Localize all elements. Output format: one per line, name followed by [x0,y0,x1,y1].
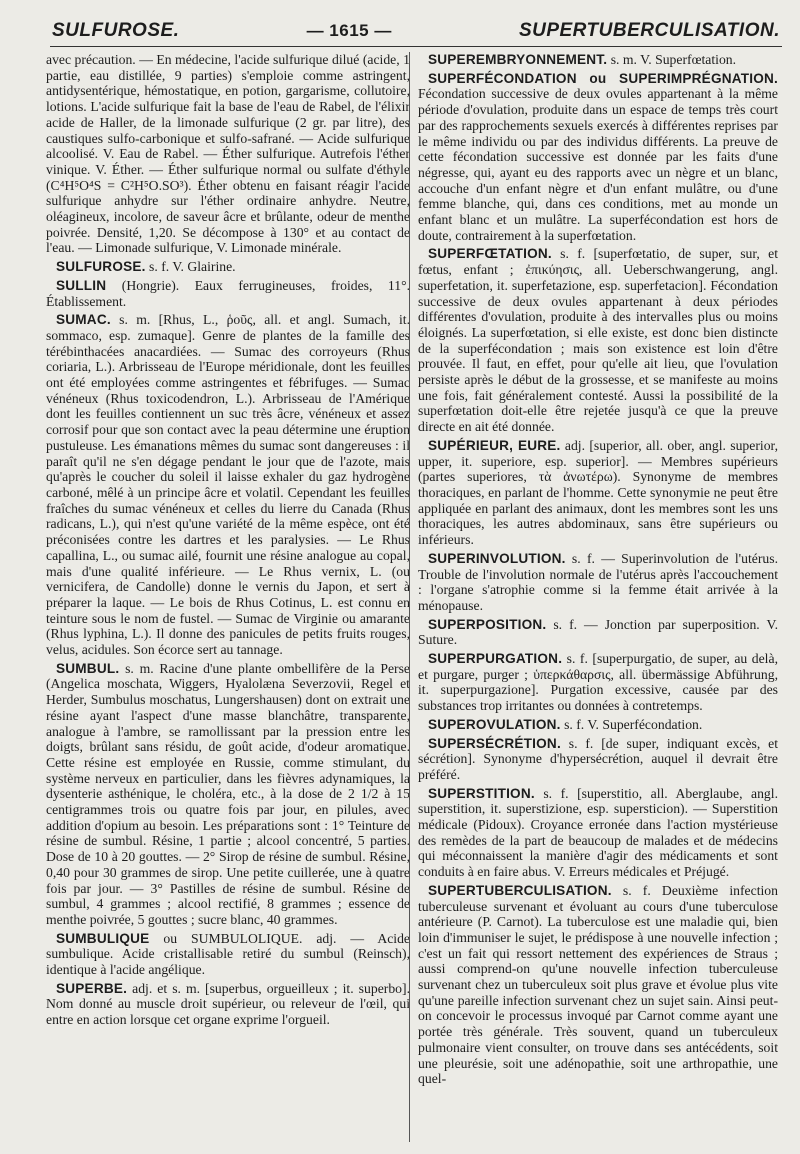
entry-text: (Hongrie). Eaux ferrugineuses, froides, 11°. Établissement. [46,277,410,309]
dictionary-entry [418,651,778,714]
entry-text: s. f. [superstitio, all. Aberglaube, angl. superstition, it. superstizione, esp. supersticion). — Superstition médicale (Pidoux). Croyance erronée dans l'action mystérieuse des remèdes de la part de beaucoup de malades et de médecins qui méconnaissent la manière d'agir des médicaments et sont conduits à en faire abus. V. Erreurs médicales et Préjugé. [418,785,778,880]
entry-headword: SUPERPURGATION. [428,651,563,667]
dictionary-entry [46,661,410,928]
entry-headword: SUPERBE. [56,980,128,996]
entry-text: adj. [superior, all. ober, angl. superior, upper, it. superiore, esp. superior]. — Membres supérieurs (partes superiores, τὰ ἀνωτέρω). Synonyme de membres thoraciques, en parlant de l'homme. Cette synonymie ne peut être appliquée en parlant des animaux, dont les membres sont les uns thoraciques, les autres abdominaux, sans être supérieurs ou inférieurs. [418,437,778,548]
header-rule [50,46,782,47]
dictionary-entry [418,438,778,548]
entry-text: s. f. — Superinvolution de l'utérus. Trouble de l'involution normale de l'utérus après l'accouchement : l'organe s'atrophie comme si la femme était arrivée à la ménopause. [418,550,778,613]
dictionary-entry [46,52,410,256]
entry-text: s. f. [de super, indiquant excès, et sécrétion]. Synonyme d'hypersécrétion, auquel il devrait être préféré. [418,735,778,782]
entry-headword: SUPERSÉCRÉTION. [428,735,561,751]
entry-headword: SUPÉRIEUR, EURE. [428,437,561,453]
dictionary-entry [418,883,778,1087]
entry-text: avec précaution. — En médecine, l'acide sulfurique dilué (acide, 1 partie, eau distillée, 9 parties) s'emploie comme astringent, antidysentérique, hémostatique, en potion, gargarisme, collutoire, lotions. L'acide sulfurique fait la base de l'eau de Rabel, de l'élixir acide de Haller, de la limonade sulfurique (2 gr. par litre), des caustiques sulfo-carbonique et sulfo-safrané. — Acide sulfurique alcoolisé. V. Eau de Rabel. — Éther sulfurique. Autrefois l'éther vinique. V. Éther. — Éther sulfurique normal ou sulfate d'éthyle (C⁴H⁵O⁴S = C²H⁵O.SO³). Éther obtenu en faisant réagir l'acide sulfurique anhydre sur l'éther ordinaire anhydre. Neutre, oléagineux, incolore, de saveur âcre et brûlante, odeur de menthe poivrée. Densité, 1,20. Se décompose à 130° et au contact de l'eau. — Limonade sulfurique, V. Limonade minérale. [46,52,410,256]
dictionary-entry [418,736,778,783]
entry-text: s. m. Racine d'une plante ombellifère de la Perse (Angelica moschata, Wiggers, Hyalolæna Severzovii, Regel et Herder, Sumbulus moschatus, Lungershausen) dont on extrait une résine ayant l'aspect d'une masse blanchâtre, transparente, analogue à l'ambre, se ramollissant par la pression entre les doigts, brûlant sans résidu, de goût acide, d'odeur aromatique. Cette résine est employée en Russie, comme stimulant, du système nerveux en particulier, dans les fièvres adynamiques, la dysenterie asthénique, le choléra, etc., à la dose de 2 1/2 à 15 centigrammes trois ou quatre fois par jour, en pilules, avec addition d'opium au besoin. Les préparations sont : 1° Teinture de résine de sumbul. Résine, 1 partie ; alcool concentré, 5 parties. Dose de 10 à 20 gouttes. — 2° Sirop de résine de sumbul. Résine, 0,40 pour 30 grammes de sirop. Une petite cuillerée, une à quatre fois par jour. — 3° Pastilles de résine de sumbul. Résine de sumbul, 4 grammes ; alcool rectifié, 8 grammes ; essence de menthe poivrée, 5 gouttes ; sucre blanc, 40 grammes. [46,660,410,927]
dictionary-entry [418,246,778,434]
dictionary-entry [46,312,410,657]
entry-headword: SUPEROVULATION. [428,716,561,732]
entry-text: s. f. [superfœtatio, de super, sur, et fœtus, enfant ; ἐπικύησις, all. Ueberschwangerung, angl. superfetation, it. superfetazione, esp. superfetacion]. Fécondation successive de deux ovules appartenant à deux périodes différentes d'ovulation, produite à des intervalles plus ou moins éloignés. La superfœtation, si elle existe, est donc bien distincte de la superfécondation ; mais son existence est loin d'être prouvée. Il faut, en effet, pour qu'elle ait lieu, que l'ovulation persiste après le début de la grossesse, et se manifeste au moins une fois, fait généralement contesté. Aussi la possibilité de la superfœtation doit-elle être rejetée jusqu'à ce que la preuve directe en ait été donnée. [418,246,778,435]
entry-text: s. f. Deuxième infection tuberculeuse survenant et évoluant au cours d'une tuberculose antérieure (P. Carnot). La tuberculose est une maladie qui, bien loin d'immuniser le sujet, le prédispose à une nouvelle infection ; c'est un fait qui ressort nettement des expériences de Straus ; aussi comprend-on qu'une nouvelle infection tuberculeuse survenant chez un tuberculeux soit plus grave et évolue plus vite qu'une pareille infection survenant chez un sujet sain. Ainsi peut-on concevoir le processus invoqué par Carnot comme ayant une portée très générale. Très souvent, quand un tuberculeux pulmonaire vient consulter, on trouve dans ses antécédents, soit une pleurésie, soit une adénopathie, soit une arthropathie, une quel- [418,882,778,1087]
entry-text: Fécondation successive de deux ovules appartenant à la même période d'ovulation, produite dans un espace de temps très court par des rapprochements sexuels exercés à différentes reprises par le même individu ou par des individus différents. La preuve de cette fécondation successive est donnée par les faits d'une négresse, qui, ayant eu des rapports avec un nègre et un blanc, accouche d'un enfant nègre et d'un enfant mulâtre, ou d'une femme blanche, qui, dans ces conditions, met au monde un enfant blanc et un mulâtre. La superfécondation est hors de doute, contrairement à la superfœtation. [418,86,778,243]
entry-text: s. f. V. Glairine. [145,259,236,275]
dictionary-entry [418,717,778,733]
header-right-title: SUPERTUBERCULISATION. [518,20,780,41]
entry-headword: SUMBUL. [56,660,120,676]
dictionary-entry [418,71,778,244]
right-column [418,52,778,1148]
entry-headword: SUPEREMBRYONNEMENT. [428,52,608,67]
entry-headword: SUPERSTITION. [428,785,535,801]
dictionary-entry [418,617,778,648]
page-number: — 1615 — [306,21,392,40]
entry-headword: SUMBULIQUE [56,930,150,946]
entry-headword: SULLIN [56,277,107,293]
dictionary-entry [46,278,410,309]
dictionary-entry [418,551,778,614]
entry-headword: SUPERINVOLUTION. [428,550,566,566]
dictionary-entry [46,931,410,978]
left-column [46,52,410,1148]
entry-headword: SUPERPOSITION. [428,616,547,632]
entry-text: s. f. [superpurgatio, de super, au delà, et purgare, purger ; ὑπερκάθαρσις, all. übermässige Abführung, it. superpurgazione]. Purgation excessive, causée par des substances trop irritantes ou données à contretemps. [418,651,778,714]
running-header [52,18,780,44]
entry-headword: SULFUROSE. [56,259,146,275]
entry-text: s. f. — Jonction par superposition. V. Suture. [418,616,778,648]
dictionary-entry [418,52,778,68]
entry-text: s. m. V. Superfœtation. [607,52,737,67]
entry-text: ou SUMBULOLIQUE. adj. — Acide sumbulique. Acide cristallisable retiré du sumbul (Reinsch), identique à l'acide angélique. [46,930,410,978]
entry-text: adj. et s. m. [superbus, orgueilleux ; it. superbo]. Nom donné au muscle droit supérieur, ou releveur de l'œil, qui entre en action lorsque cet organe exprime l'orgueil. [46,980,410,1028]
header-left-title: SULFUROSE. [52,20,180,41]
entry-headword: SUMAC. [56,312,111,328]
dictionary-entry [46,259,410,275]
dictionary-entry [418,786,778,880]
entry-text: s. m. [Rhus, L., ῥοῦς, all. et angl. Sumach, it. sommaco, esp. zumaque]. Genre de plantes de la famille des térébinthacées anacardiées. — Sumac des corroyeurs (Rhus coriaria, L.). Arbrisseau de l'Europe méridionale, dont les feuilles ont été employées comme astringentes et fébrifuges. — Sumac vénéneux (Rhus toxicodendron, L.). Arbrisseau de l'Amérique dont les feuilles contiennent un suc très âcre, vénéneux et assez corrosif pour que son contact avec la peau détermine une éruption pustuleuse. Les émanations mêmes du sumac sont dangereuses : il paraît qu'il ne s'en dégage pendant le jour que de l'azote, mais qu'après le coucher du soleil il laisse exhaler du gaz hydrogène carboné, mêlé à un principe âcre et volatil. Cependant les feuilles fraîches du sumac vénéneux et celles du lierre du Canada (Rhus radicans, L.), qui n'est qu'une variété de la même espèce, ont été préconisées contre les dartres et les paralysies. — Le Rhus capallina, L., ou sumac ailé, fournit une résine analogue au copal, mais d'une qualité inférieure. — Le Rhus vernix, L. (ou vernicifera, de Candolle) donne le vernis du Japon, et sert à préparer la laque. — Le bois de Rhus Cotinus, L. est connu en teinture sous le nom de fustel. — Sumac de Virginie ou amarante (Rhus lyphina, L.). Il donne des panicules de petits fruits rouges, velus, acidules. Son écorce sert au tannage. [46,312,410,658]
column-divider [409,52,410,1142]
entry-headword: SUPERFÉCONDATION ou SUPERIMPRÉGNATION. [428,70,778,86]
entry-text: s. f. V. Superfécondation. [560,716,703,732]
dictionary-entry [46,981,410,1028]
entry-headword: SUPERFŒTATION. [428,246,552,262]
entry-headword: SUPERTUBERCULISATION. [428,882,612,898]
